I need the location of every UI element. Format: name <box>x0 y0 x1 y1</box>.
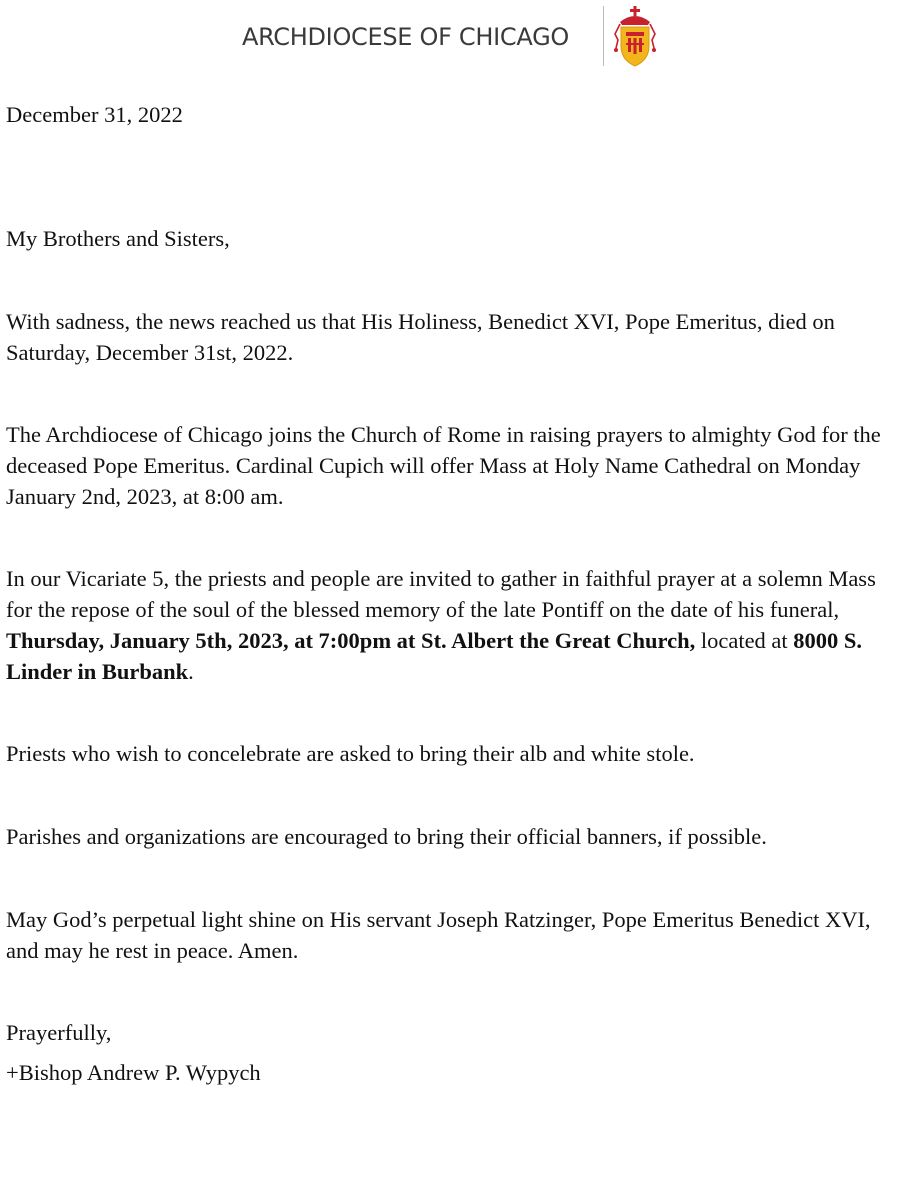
vicariate-mass-end: . <box>188 659 194 684</box>
paragraph-vicariate-mass <box>6 563 886 687</box>
vicariate-mass-lead: In our Vicariate 5, the priests and people are invited to gather in faithful prayer at a solemn Mass for the repose of the soul of the blessed memory of the late Pontiff on the date of his funeral, <box>6 566 876 622</box>
paragraph-cathedral-mass: The Archdiocese of Chicago joins the Church of Rome in raising prayers to almighty God for the deceased Pope Emeritus. Cardinal Cupich will offer Mass at Holy Name Cathedral on Monday January 2nd, 2023, at 8:00 am. <box>6 422 881 509</box>
paragraph-concelebrate: Priests who wish to concelebrate are asked to bring their alb and white stole. <box>6 741 695 766</box>
archdiocese-crest-icon <box>612 6 658 68</box>
letter-closing: Prayerfully, <box>6 1020 112 1045</box>
letter-date: December 31, 2022 <box>6 102 183 127</box>
paragraph-blessing: May God’s perpetual light shine on His servant Joseph Ratzinger, Pope Emeritus Benedict XVI, and may he rest in peace. Amen. <box>6 907 871 963</box>
vicariate-mass-middle: located at <box>695 628 794 653</box>
letter-greeting: My Brothers and Sisters, <box>6 226 230 251</box>
letter-signature: +Bishop Andrew P. Wypych <box>6 1060 261 1085</box>
letterhead <box>0 4 899 66</box>
letter-body <box>6 99 886 1088</box>
letterhead-divider <box>603 6 604 66</box>
paragraph-announcement: With sadness, the news reached us that His Holiness, Benedict XVI, Pope Emeritus, died on Saturday, December 31st, 2022. <box>6 309 835 365</box>
paragraph-banners: Parishes and organizations are encouraged to bring their official banners, if possible. <box>6 824 767 849</box>
vicariate-mass-address: 8000 S. Linder in Burbank <box>6 628 863 684</box>
vicariate-mass-event: Thursday, January 5th, 2023, at 7:00pm at St. Albert the Great Church, <box>6 628 696 653</box>
organization-name: ARCHDIOCESE OF CHICAGO <box>242 23 569 51</box>
